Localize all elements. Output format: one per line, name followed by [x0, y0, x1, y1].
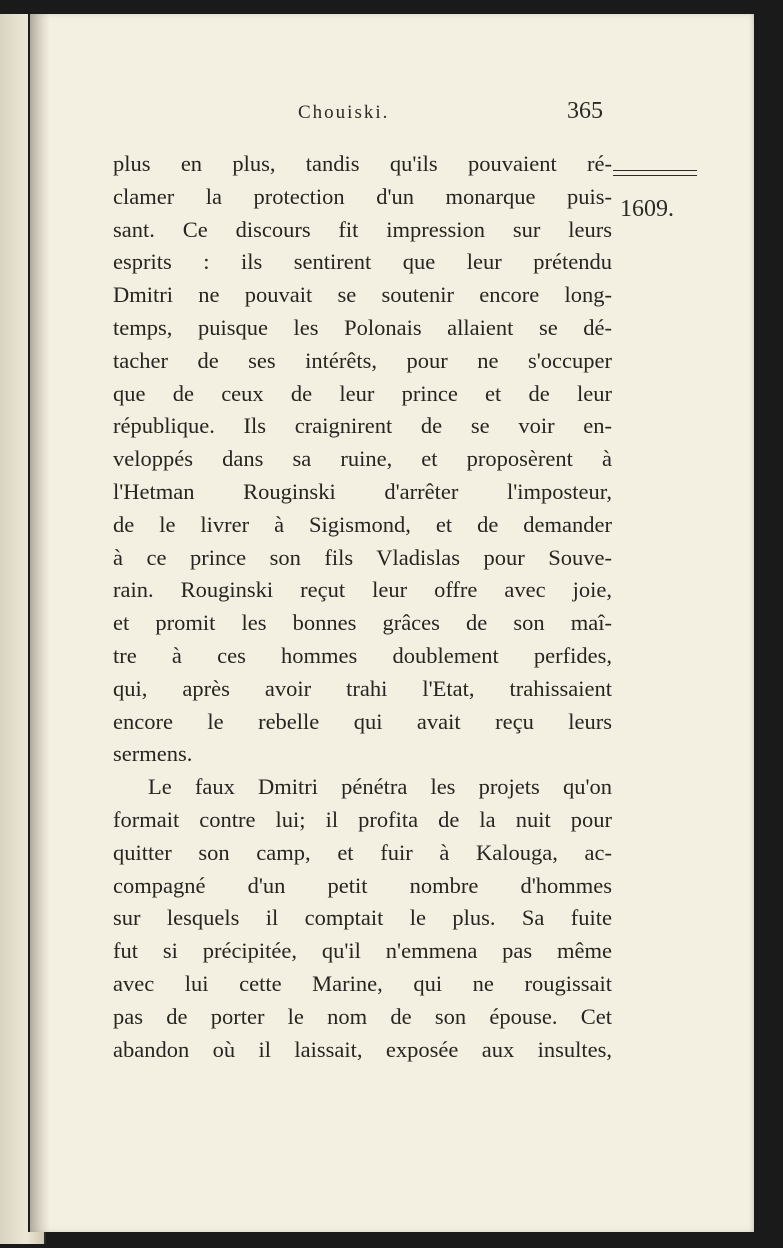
text-line: à ce prince son fils Vladislas pour Souve- — [113, 544, 612, 570]
text-line: qui, après avoir trahi l'Etat, trahissaient — [113, 675, 612, 701]
text-line: sur lesquels il comptait le plus. Sa fuite — [113, 905, 612, 931]
margin-year: 1609. — [620, 196, 674, 222]
text-line: tacher de ses intérêts, pour ne s'occuper — [113, 347, 612, 373]
text-line: temps, puisque les Polonais allaient se dé- — [113, 314, 612, 340]
text-line: que de ceux de leur prince et de leur — [113, 380, 612, 406]
book-page — [28, 14, 754, 1232]
text-line: formait contre lui; il profita de la nuit pour — [113, 806, 612, 832]
text-line: sermens. — [113, 741, 193, 767]
running-header — [30, 96, 754, 126]
text-line: Le faux Dmitri pénétra les projets qu'on — [148, 774, 612, 800]
page-number: 365 — [567, 98, 603, 124]
text-line: abandon où il laissait, exposée aux insultes, — [113, 1036, 612, 1062]
text-line: Dmitri ne pouvait se soutenir encore long- — [113, 282, 612, 308]
running-title: Chouiski. — [298, 102, 390, 123]
text-line: sant. Ce discours fit impression sur leurs — [113, 216, 612, 242]
text-line: quitter son camp, et fuir à Kalouga, ac- — [113, 839, 612, 865]
page-gutter — [30, 14, 50, 1232]
margin-rule — [613, 170, 697, 176]
text-line: fut si précipitée, qu'il n'emmena pas même — [113, 938, 612, 964]
text-line: république. Ils craignirent de se voir en- — [113, 413, 612, 439]
text-line: clamer la protection d'un monarque puis- — [113, 183, 612, 209]
text-line: de le livrer à Sigismond, et de demander — [113, 511, 612, 537]
text-line: esprits : ils sentirent que leur prétendu — [113, 249, 612, 275]
text-line: avec lui cette Marine, qui ne rougissait — [113, 970, 612, 996]
text-line: pas de porter le nom de son épouse. Cet — [113, 1003, 612, 1029]
body-text — [113, 148, 612, 1066]
text-line: rain. Rouginski reçut leur offre avec joie, — [113, 577, 612, 603]
text-line: compagné d'un petit nombre d'hommes — [113, 872, 612, 898]
text-line: encore le rebelle qui avait reçu leurs — [113, 708, 612, 734]
text-line: tre à ces hommes doublement perfides, — [113, 642, 612, 668]
text-line: l'Hetman Rouginski d'arrêter l'imposteur, — [113, 478, 612, 504]
text-line: veloppés dans sa ruine, et proposèrent à — [113, 446, 612, 472]
text-line: plus en plus, tandis qu'ils pouvaient ré- — [113, 151, 612, 176]
text-line: et promit les bonnes grâces de son maî- — [113, 610, 612, 636]
